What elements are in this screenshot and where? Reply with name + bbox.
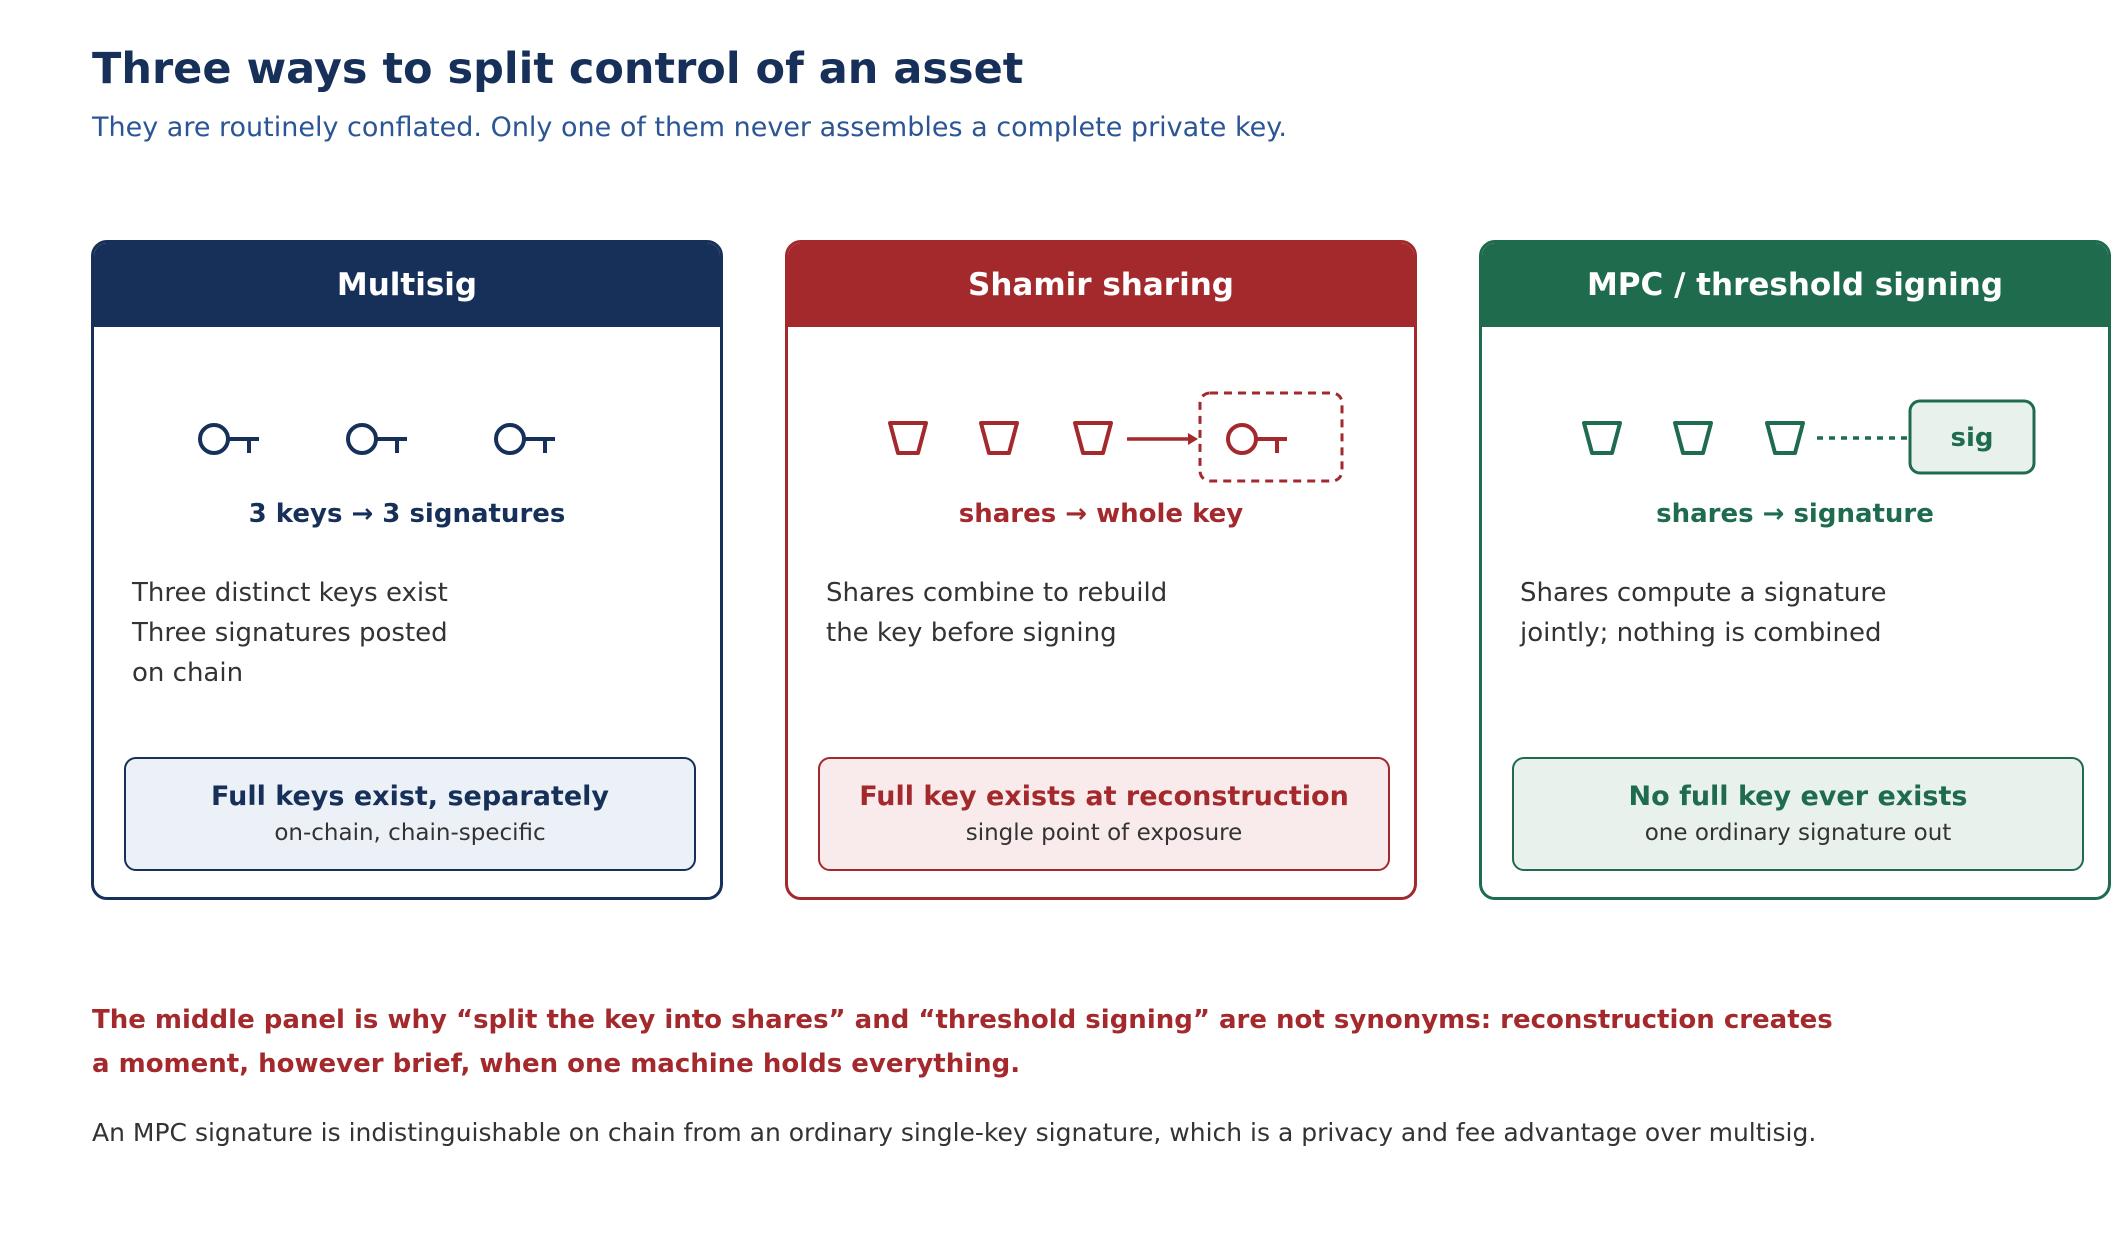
key-icon: [200, 425, 259, 453]
description-line: Three signatures posted: [132, 618, 448, 648]
callout-line: The middle panel is why “split the key into shares” and “threshold signing” are not synonyms: reconstruction creates: [92, 1005, 1833, 1035]
description-line: Three distinct keys exist: [132, 578, 448, 608]
sig-label: sig: [1950, 423, 1994, 453]
footnote-text: An MPC signature is indistinguishable on chain from an ordinary single-key signature, which is a privacy and fee advantage over multisig.: [92, 1118, 1817, 1147]
verdict-box: [1512, 757, 2084, 871]
panel-description: [1520, 573, 1886, 653]
panel-mpc: [1479, 240, 2111, 900]
description-line: jointly; nothing is combined: [1520, 618, 1882, 648]
verdict-title: Full key exists at reconstruction: [859, 781, 1349, 812]
share-icon: [1675, 423, 1711, 453]
page-subtitle: They are routinely conflated. Only one of them never assembles a complete private key.: [92, 112, 1287, 143]
verdict-title: No full key ever exists: [1628, 781, 1968, 812]
mpc-diagram: [1482, 327, 2111, 507]
panel-title: MPC / threshold signing: [1482, 243, 2108, 327]
verdict-subtitle: on-chain, chain-specific: [274, 820, 546, 846]
callout-line: a moment, however brief, when one machine holds everything.: [92, 1049, 1021, 1079]
arrow-icon: [1127, 433, 1198, 445]
share-icon: [981, 423, 1017, 453]
share-icon: [1584, 423, 1620, 453]
panel-shamir: [785, 240, 1417, 900]
panel-description: [132, 573, 448, 693]
shamir-diagram: [788, 327, 1417, 507]
flow-label: 3 keys → 3 signatures: [248, 499, 566, 529]
verdict-title: Full keys exist, separately: [211, 781, 609, 812]
multisig-diagram: [94, 327, 723, 507]
share-icon: [890, 423, 926, 453]
key-icon: [496, 425, 555, 453]
key-icon: [1228, 425, 1287, 453]
verdict-subtitle: one ordinary signature out: [1644, 820, 1952, 846]
panel-title: Multisig: [94, 243, 720, 327]
flow-label: shares → signature: [1656, 499, 1934, 529]
panel-title: Shamir sharing: [788, 243, 1414, 327]
verdict-subtitle: single point of exposure: [965, 820, 1243, 846]
verdict-box: [124, 757, 696, 871]
page-title: Three ways to split control of an asset: [92, 44, 1024, 94]
description-line: on chain: [132, 658, 244, 688]
panel-description: [826, 573, 1167, 653]
callout-text: [92, 998, 1932, 1086]
share-icon: [1075, 423, 1111, 453]
verdict-box: [818, 757, 1390, 871]
share-icon: [1767, 423, 1803, 453]
flow-label: shares → whole key: [958, 499, 1244, 529]
description-line: Shares compute a signature: [1520, 578, 1887, 608]
panel-multisig: [91, 240, 723, 900]
description-line: Shares combine to rebuild: [826, 578, 1168, 608]
key-icon: [348, 425, 407, 453]
description-line: the key before signing: [826, 618, 1117, 648]
